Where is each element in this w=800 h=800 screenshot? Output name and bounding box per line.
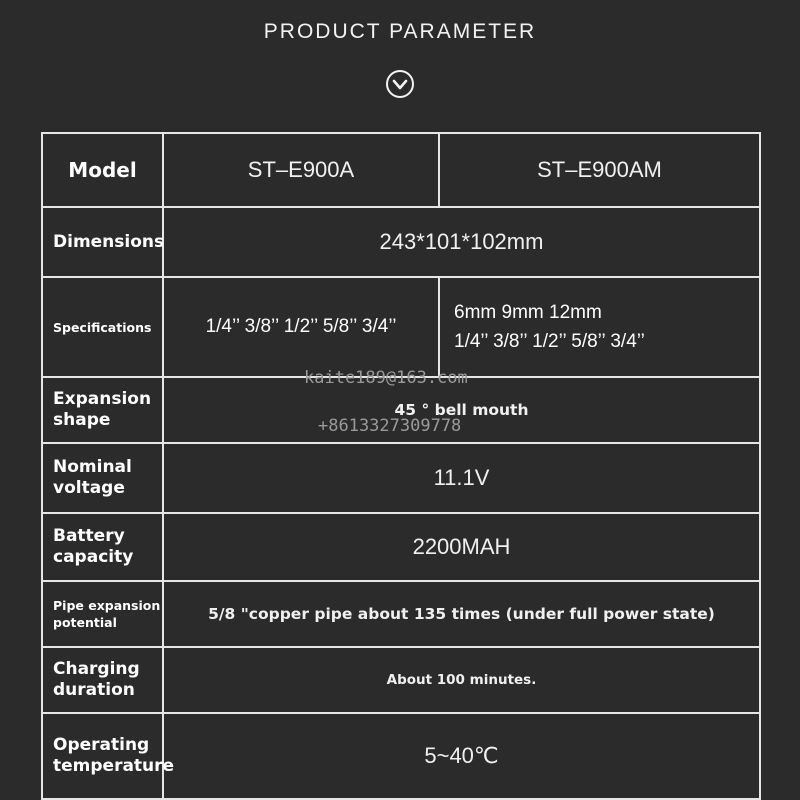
battery-capacity-value: 2200MAH: [163, 513, 760, 581]
battery-capacity-label-line2: capacity: [53, 547, 134, 567]
pipe-expansion-label-line2: potential: [53, 615, 117, 630]
pipe-expansion-label: [42, 581, 163, 647]
battery-capacity-label-line1: Battery: [53, 526, 125, 546]
charging-duration-label-line2: duration: [53, 680, 135, 700]
parameter-table: [41, 132, 761, 800]
expansion-shape-label-line1: Expansion: [53, 389, 152, 409]
operating-temperature-value: 5~40℃: [163, 713, 760, 799]
table-row-dimensions: [42, 207, 760, 277]
operating-temperature-label: [42, 713, 175, 799]
page-title: PRODUCT PARAMETER: [263, 20, 537, 43]
model-label: Model: [42, 133, 163, 207]
table-row-model: [42, 133, 760, 207]
table-row-battery-capacity: [42, 513, 760, 581]
dimensions-label: Dimensions: [42, 207, 163, 277]
nominal-voltage-value: 11.1V: [163, 443, 760, 513]
expansion-shape-label-line2: shape: [53, 410, 111, 430]
dimensions-value: 243*101*102mm: [163, 207, 760, 277]
pipe-expansion-value: 5/8 "copper pipe about 135 times (under full power state): [163, 581, 760, 647]
charging-duration-label-line1: Charging: [53, 659, 140, 679]
expansion-shape-value: 45 ° bell mouth: [163, 377, 760, 443]
battery-capacity-label: [42, 513, 163, 581]
model-a-value: ST–E900A: [163, 133, 439, 207]
nominal-voltage-label: [42, 443, 163, 513]
table-row-pipe-expansion: [42, 581, 760, 647]
specifications-b-value: [439, 277, 760, 377]
charging-duration-label: [42, 647, 163, 713]
table-row-charging-duration: [42, 647, 760, 713]
expansion-shape-label: [42, 377, 163, 443]
table-row-nominal-voltage: [42, 443, 760, 513]
chevron-down-circle-icon: [385, 69, 415, 99]
specifications-b-line2: 1/4’’ 3/8’’ 1/2’’ 5/8’’ 3/4’’: [454, 331, 645, 352]
table-row-specifications: [42, 277, 760, 377]
specifications-a-value: 1/4’’ 3/8’’ 1/2’’ 5/8’’ 3/4’’: [163, 277, 439, 377]
specifications-b-line1: 6mm 9mm 12mm: [454, 302, 602, 323]
table-row-operating-temperature: [42, 713, 760, 799]
operating-temperature-label-line2: temperature: [53, 756, 175, 776]
charging-duration-value: About 100 minutes.: [163, 647, 760, 713]
specifications-label: Specifications: [42, 277, 163, 377]
nominal-voltage-label-line1: Nominal: [53, 457, 132, 477]
pipe-expansion-label-line1: Pipe expansion: [53, 598, 161, 613]
operating-temperature-label-line1: Operating: [53, 735, 150, 755]
watermark-phone: +8613327309778: [318, 416, 462, 436]
nominal-voltage-label-line2: voltage: [53, 478, 125, 498]
model-b-value: ST–E900AM: [439, 133, 760, 207]
watermark-email: kaite189@163.com: [304, 368, 468, 388]
